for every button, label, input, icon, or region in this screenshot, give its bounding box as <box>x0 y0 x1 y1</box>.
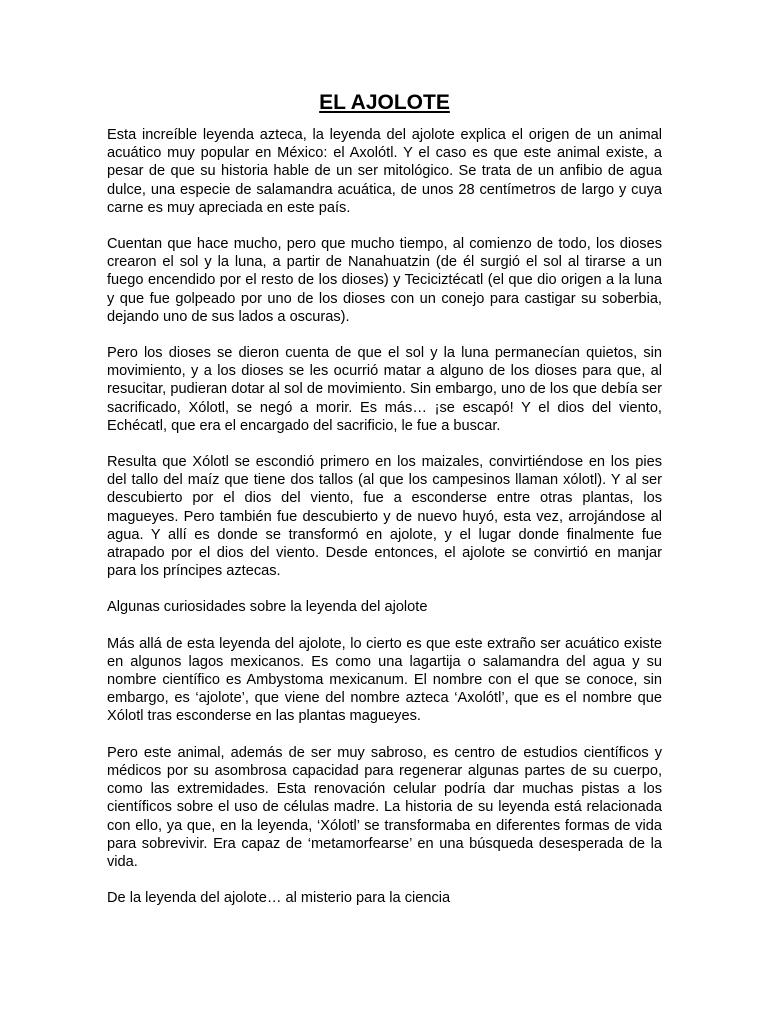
paragraph-sun-moon: Cuentan que hace mucho, pero que mucho tiempo, al comienzo de todo, los dioses crearon el sol y la luna, a partir de Nanahuatzin (de él surgió el sol al tirarse a un fuego encendido por el resto de los dioses) y Teciciztécatl (el que dio origen a la luna y que fue golpeado por uno de los dioses con un conejo para castigar su soberbia, dejando uno de sus lados a oscuras). <box>107 236 662 325</box>
document-title: EL AJOLOTE <box>319 91 450 114</box>
paragraph-transformation: Resulta que Xólotl se escondió primero en los maizales, convirtiéndose en los pies del tallo del maíz que tiene dos tallos (al que los campesinos llaman xólotl). Y al ser descubierto por el dios del viento, fue a esconderse entre otras plantas, los magueyes. Pero también fue descubierto y de nuevo huyó, esta vez, arrojándose al agua. Y allí es donde se transformó en ajolote, y el lugar donde finalmente fue atrapado por el dios del viento. Desde entonces, el ajolote se convirtió en manjar para los príncipes aztecas. <box>107 454 662 580</box>
subheading-science: De la leyenda del ajolote… al misterio para la ciencia <box>107 890 451 907</box>
paragraph-sacrifice: Pero los dioses se dieron cuenta de que el sol y la luna permanecían quietos, sin movimiento, y a los dioses se les ocurrió matar a alguno de los dioses para que, al resucitar, pudieran dotar al sol de movimiento. Sin embargo, uno de los que debía ser sacrificado, Xólotl, se negó a morir. Es más… ¡se escapó! Y el dios del viento, Echécatl, que era el encargado del sacrificio, le fue a buscar. <box>107 345 662 434</box>
document-page <box>107 90 662 925</box>
subheading-curiosities: Algunas curiosidades sobre la leyenda del ajolote <box>107 599 428 616</box>
paragraph-scientific-name: Más allá de esta leyenda del ajolote, lo cierto es que este extraño ser acuático existe en algunos lagos mexicanos. Es como una lagartija o salamandra del agua y su nombre científico es Ambystoma mexicanum. El nombre con el que se conoce, sin embargo, es ‘ajolote’, que viene del nombre azteca ‘Axolótl’, que es el nombre que Xólotl tras esconderse en las plantas magueyes. <box>107 635 662 725</box>
paragraph-regeneration: Pero este animal, además de ser muy sabroso, es centro de estudios científicos y médicos por su asombrosa capacidad para regenerar algunas partes de su cuerpo, como las extremidades. Esta renovación celular podría dar muchas pistas a los científicos sobre el uso de células madre. La historia de su leyenda está relacionada con ello, ya que, en la leyenda, ‘Xólotl’ se transformaba en diferentes formas de vida para sobrevivir. Era capaz de ‘metamorfearse’ en una búsqueda desesperada de la vida. <box>107 744 662 870</box>
paragraph-origin: Esta increíble leyenda azteca, la leyenda del ajolote explica el origen de un animal acuático muy popular en México: el Axolótl. Y el caso es que este animal existe, a pesar de que su historia hable de un ser mitológico. Se trata de un anfibio de agua dulce, una especie de salamandra acuática, de unos 28 centímetros de largo y cuya carne es muy apreciada en este país. <box>107 127 662 216</box>
